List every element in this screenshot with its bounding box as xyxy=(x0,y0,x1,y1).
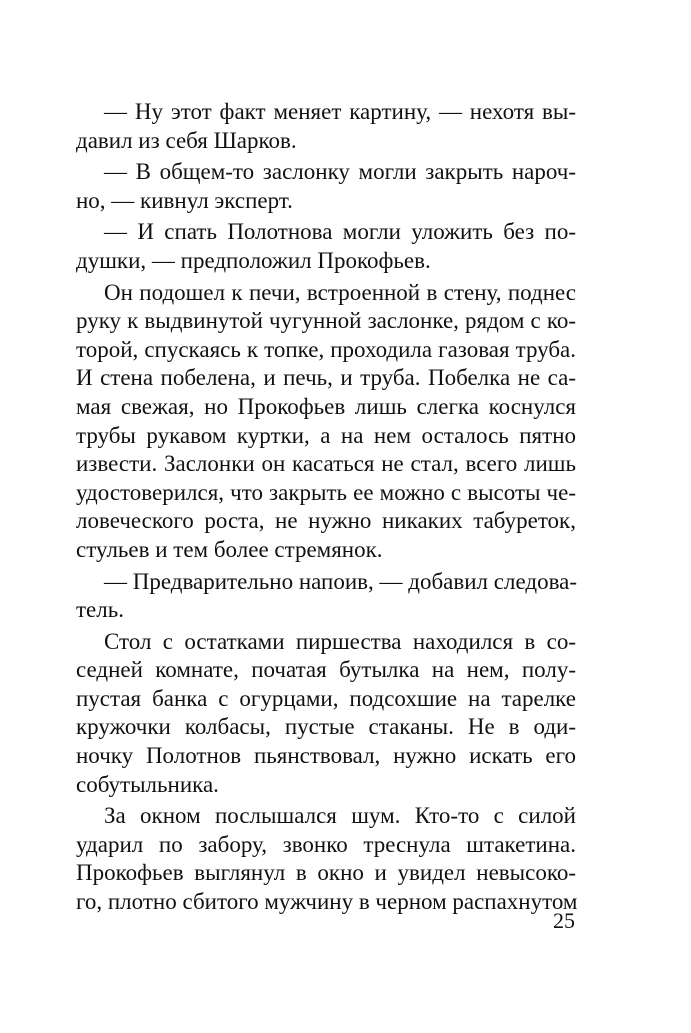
text-line: — Предварительно напоив, — добавил следова- xyxy=(104,568,577,594)
text-line: Прокофьев выглянул в окно и увидел невысоко- xyxy=(76,860,576,886)
text-line: извести. Заслонки он касаться не стал, всего лишь xyxy=(76,451,576,477)
text-line: ночку Полотнов пьянствовал, нужно искать его xyxy=(76,743,576,769)
text-line: ударил по забору, звонко треснула штакетина. xyxy=(76,831,576,857)
text-line: пустая банка с огурцами, подсохшие на тарелке xyxy=(76,685,576,711)
text-line: удостоверился, что закрыть ее можно с высоты че- xyxy=(76,479,576,505)
text-line: собутыльника. xyxy=(76,771,219,797)
text-line: — Ну этот факт меняет картину, — нехотя вы- xyxy=(104,99,576,124)
page-number: 25 xyxy=(553,908,575,933)
text-line: За окном послышался шум. Кто-то с силой xyxy=(104,803,576,829)
text-line: ловеческого роста, не нужно никаких табуреток, xyxy=(76,508,576,534)
text-line: го, плотно сбитого мужчину в черном распахнутом xyxy=(76,889,578,915)
text-line: седней комнате, початая бутылка на нем, полу- xyxy=(76,657,576,683)
text-line: торой, спускаясь к топке, проходила газовая труба. xyxy=(76,336,576,362)
text-line: Стол с остатками пиршества находился в со- xyxy=(104,628,576,654)
text-line: кружочки колбасы, пустые стаканы. Не в оди- xyxy=(76,714,576,740)
text-line: — И спать Полотнова могли уложить без по- xyxy=(104,219,576,245)
text-line: руку к выдвинутой чугунной заслонке, рядом с ко- xyxy=(76,308,576,334)
text-line: стульев и тем более стремянок. xyxy=(76,536,383,562)
text-line: И стена побелена, и печь, и труба. Побелка не са- xyxy=(76,365,576,391)
text-line: — В общем-то заслонку могли закрыть нароч- xyxy=(104,159,576,185)
text-line: мая свежая, но Прокофьев лишь слегка коснулся xyxy=(76,393,576,419)
text-line: Он подошел к печи, встроенной в стену, поднес xyxy=(104,279,576,305)
page-body xyxy=(76,98,576,917)
text-line: трубы рукавом куртки, а на нем осталось пятно xyxy=(76,422,576,448)
text-line: но, — кивнул эксперт. xyxy=(76,187,293,213)
text-line: тель. xyxy=(76,597,124,623)
text-line: душки, — предположил Прокофьев. xyxy=(76,247,431,273)
text-line: давил из себя Шарков. xyxy=(76,127,297,153)
